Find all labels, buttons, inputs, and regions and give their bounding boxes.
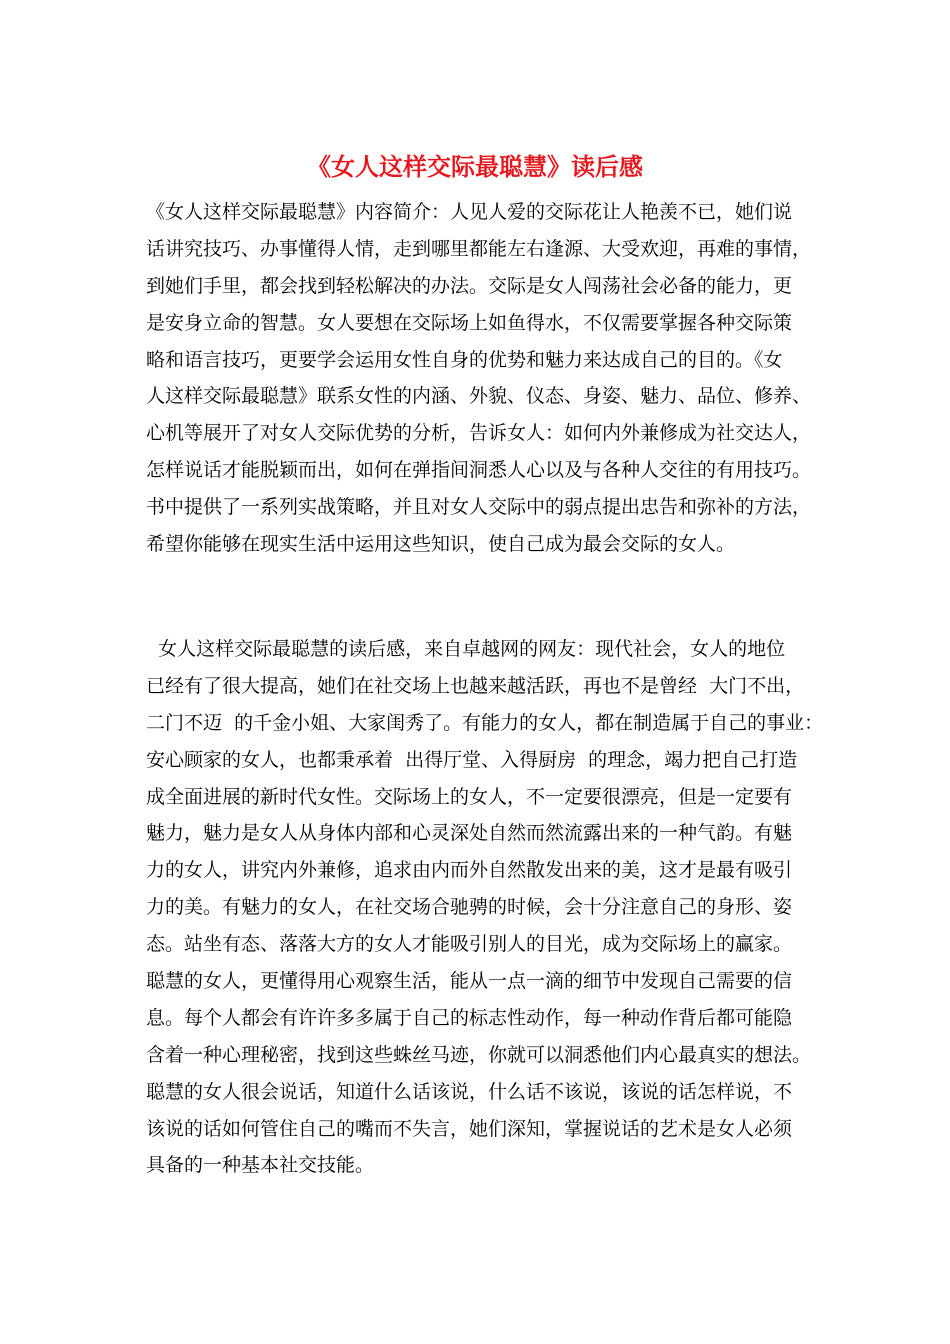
intro-line: 略和语言技巧，更要学会运用女性自身的优势和魅力来达成自己的目的。《女 bbox=[146, 348, 783, 371]
review-line: 力的女人，讲究内外兼修，追求由内而外自然散发出来的美，这才是最有吸引 bbox=[146, 859, 793, 882]
intro-line: 心机等展开了对女人交际优势的分析，告诉女人：如何内外兼修成为社交达人， bbox=[146, 422, 812, 445]
review-line: 该说的话如何管住自己的嘴而不失言，她们深知，掌握说话的艺术是女人必须 bbox=[146, 1117, 793, 1140]
review-paragraph bbox=[146, 631, 826, 1184]
review-line: 力的美。有魅力的女人，在社交场合驰骋的时候，会十分注意自己的身形、姿 bbox=[146, 896, 793, 919]
intro-line: 怎样说话才能脱颖而出，如何在弹指间洞悉人心以及与各种人交往的有用技巧。 bbox=[146, 459, 812, 482]
review-line: 具备的一种基本社交技能。 bbox=[146, 1154, 375, 1177]
intro-paragraph bbox=[146, 194, 826, 563]
review-line: 含着一种心理秘密，找到这些蛛丝马迹，你就可以洞悉他们内心最真实的想法。 bbox=[146, 1043, 812, 1066]
review-line: 安心顾家的女人，也都秉承着 出得厅堂、入得厨房 的理念，竭力把自己打造 bbox=[146, 748, 798, 771]
review-line: 成全面进展的新时代女性。交际场上的女人，不一定要很漂亮，但是一定要有 bbox=[146, 785, 793, 808]
review-line: 聪慧的女人，更懂得用心观察生活，能从一点一滴的细节中发现自己需要的信 bbox=[146, 970, 793, 993]
intro-line: 书中提供了一系列实战策略，并且对女人交际中的弱点提出忠告和弥补的方法， bbox=[146, 496, 812, 519]
document-title: 《女人这样交际最聪慧》读后感 bbox=[307, 152, 643, 181]
intro-line: 是安身立命的智慧。女人要想在交际场上如鱼得水，不仅需要掌握各种交际策 bbox=[146, 311, 793, 334]
review-line: 态。站坐有态、落落大方的女人才能吸引别人的目光，成为交际场上的赢家。 bbox=[146, 933, 793, 956]
review-line: 息。每个人都会有许许多多属于自己的标志性动作，每一种动作背后都可能隐 bbox=[146, 1006, 793, 1029]
intro-line: 《女人这样交际最聪慧》内容简介：人见人爱的交际花让人艳羡不已，她们说 bbox=[146, 201, 793, 223]
review-line: 已经有了很大提高，她们在社交场上也越来越活跃，再也不是曾经 大门不出， bbox=[146, 674, 805, 697]
review-line: 二门不迈 的千金小姐、大家闺秀了。有能力的女人，都在制造属于自己的事业： bbox=[146, 711, 824, 734]
intro-line: 希望你能够在现实生活中运用这些知识，使自己成为最会交际的女人。 bbox=[146, 533, 736, 556]
review-line: 魅力，魅力是女人从身体内部和心灵深处自然而然流露出来的一种气韵。有魅 bbox=[146, 822, 793, 845]
intro-line: 到她们手里，都会找到轻松解决的办法。交际是女人闯荡社会必备的能力，更 bbox=[146, 274, 793, 297]
review-line: 女人这样交际最聪慧的读后感，来自卓越网的网友：现代社会，女人的地位 bbox=[146, 638, 786, 660]
intro-line: 话讲究技巧、办事懂得人情，走到哪里都能左右逢源、大受欢迎，再难的事情， bbox=[146, 237, 812, 260]
review-line: 聪慧的女人很会说话，知道什么话该说，什么话不该说，该说的话怎样说，不 bbox=[146, 1080, 793, 1103]
intro-line: 人这样交际最聪慧》联系女性的内涵、外貌、仪态、身姿、魅力、品位、修养、 bbox=[146, 385, 812, 408]
